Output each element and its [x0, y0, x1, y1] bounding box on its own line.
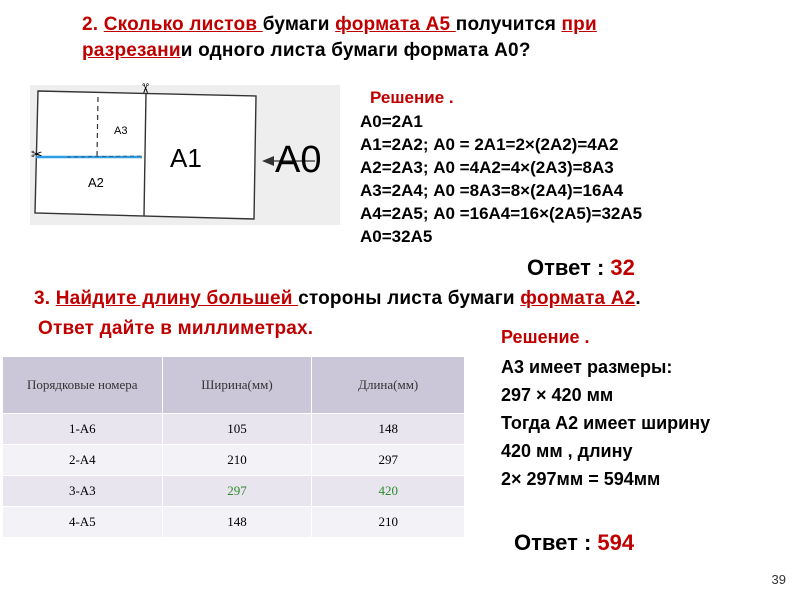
table-cell: 4-А5 — [3, 507, 163, 538]
table-row — [3, 507, 465, 538]
table-cell: 210 — [162, 445, 312, 476]
table-cell: 297 — [312, 445, 465, 476]
table-cell-highlight: 420 — [312, 476, 465, 507]
question-text: и одного листа бумаги формата А0? — [180, 40, 531, 61]
table-cell-highlight: 297 — [162, 476, 312, 507]
label-a3: А3 — [114, 125, 128, 137]
question-text-link[interactable]: при — [561, 14, 597, 35]
question-text-link[interactable]: формата А2 — [520, 288, 636, 309]
table-cell: 105 — [162, 414, 312, 445]
answer-value: 32 — [610, 255, 635, 280]
table-cell: 3-А3 — [3, 476, 163, 507]
question-text: получится — [455, 14, 562, 35]
label-a0: А0 — [275, 139, 322, 181]
table-row — [3, 445, 465, 476]
paper-format-diagram — [30, 82, 340, 225]
question-text: . — [635, 288, 641, 309]
paper-sizes-table — [2, 356, 465, 538]
table-row — [3, 414, 465, 445]
question-text-link[interactable]: разрезани — [82, 40, 181, 61]
solution-line: 297 × 420 мм — [501, 385, 614, 405]
solution-line: А0=2А1 — [360, 112, 423, 131]
question-text: бумаги — [262, 14, 336, 35]
answer-label: Ответ : — [527, 255, 611, 280]
page-number: 39 — [771, 572, 786, 587]
solution-line: Тогда А2 имеет ширину — [501, 413, 711, 433]
answer-label: Ответ : — [514, 530, 598, 555]
question-number: 2. — [82, 14, 99, 35]
table-header-cell: Ширина(мм) — [162, 357, 312, 414]
solution-line: А3 имеет размеры: — [501, 357, 673, 377]
table-cell: 148 — [162, 507, 312, 538]
solution-2-heading: Решение . — [501, 327, 590, 347]
solution-line: А3=2А4; А0 =8А3=8×(2А4)=16А4 — [360, 181, 624, 200]
scissors-left-icon: ✂ — [31, 146, 43, 162]
question-number: 3. — [34, 288, 51, 309]
table-cell: 210 — [312, 507, 465, 538]
question-3 — [34, 286, 794, 312]
label-a2: А2 — [88, 175, 104, 190]
table-header-row — [3, 357, 465, 414]
answer-2 — [514, 530, 634, 556]
solution-line: А2=2А3; А0 =4А2=4×(2А3)=8А3 — [360, 158, 614, 177]
table-header-cell: Порядковые номера — [3, 357, 163, 414]
scissors-top-icon: ✂ — [137, 82, 154, 95]
question-text-link[interactable]: Найдите длину большей — [55, 288, 299, 309]
label-a1: А1 — [170, 143, 202, 173]
question-2 — [82, 12, 772, 64]
solution-1-heading: Решение . — [370, 88, 454, 107]
solution-2-lines — [501, 353, 710, 493]
solution-line: А4=2А5; А0 =16А4=16×(2А5)=32А5 — [360, 204, 643, 223]
solution-1-lines — [360, 110, 642, 248]
answer-value: 594 — [597, 530, 635, 555]
question-text-link[interactable]: формата А5 — [335, 14, 456, 35]
question-text: стороны листа бумаги — [298, 288, 521, 309]
solution-line: А1=2А2; А0 = 2А1=2×(2А2)=4А2 — [360, 135, 619, 154]
table-header-cell: Длина(мм) — [312, 357, 465, 414]
answer-1 — [527, 255, 635, 281]
table-cell: 1-А6 — [3, 414, 163, 445]
table-row — [3, 476, 465, 507]
table-cell: 2-А4 — [3, 445, 163, 476]
question-text-link[interactable]: Сколько листов — [103, 14, 263, 35]
question-3-instruction: Ответ дайте в миллиметрах. — [38, 318, 314, 339]
solution-line: 2× 297мм = 594мм — [501, 469, 661, 489]
solution-line: А0=32А5 — [360, 227, 433, 246]
table-cell: 148 — [312, 414, 465, 445]
solution-line: 420 мм , длину — [501, 441, 633, 461]
